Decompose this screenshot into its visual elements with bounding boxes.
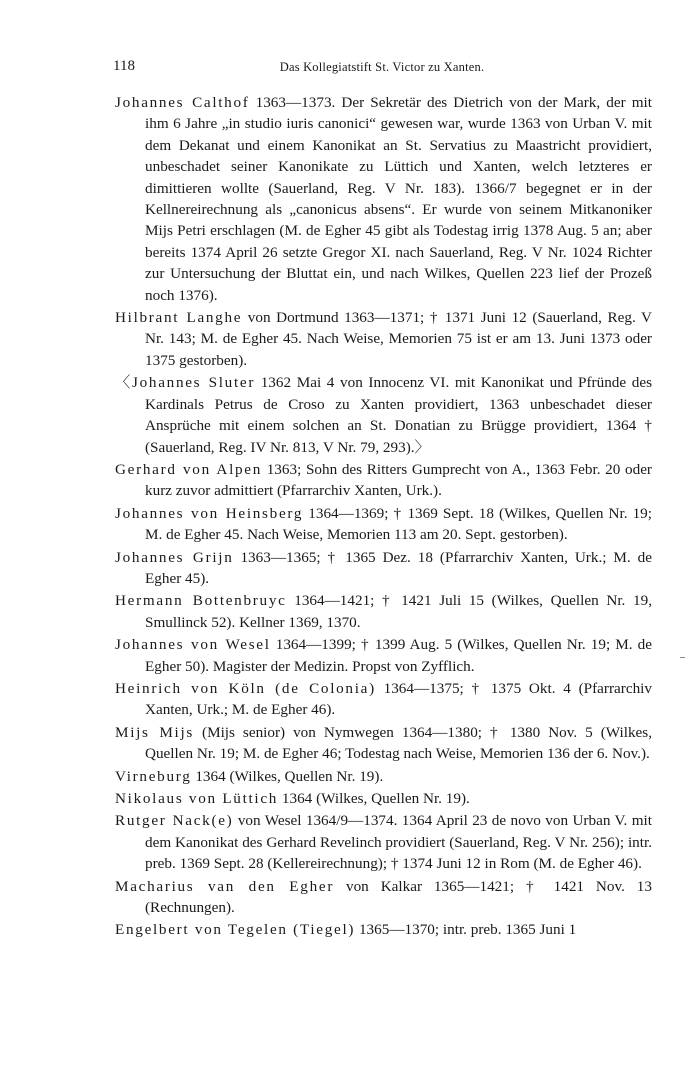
entry [115,810,652,874]
entry [115,634,652,677]
entry [115,92,652,306]
entry-text: von Dortmund 1363—1371; † 1371 Juni 12 (Sauerland, Reg. V Nr. 143; M. de Egher 45. Nach Weise, Memorien 75 ist er am 13. Juni 1373 oder 1375 gestorben). [145,309,652,369]
entry-text: von Kalkar 1365—1421; † 1421 Nov. 13 (Rechnungen). [145,877,652,917]
entry-list [115,92,652,942]
entry-name: Nikolaus von Lüttich [115,790,279,807]
entry-text: 1363—1373. Der Sekretär des Dietrich von der Mark, der mit ihm 6 Jahre „in studio iuris canonici“ gewesen war, wurde 1363 von Urban V. mit dem Dekanat und einem Kanonikat an St. Servatius zu Maastricht providiert, unbeschadet seiner Kanonikate zu Lüttich und Xanten, welch letzteres er dimittieren wollte (Sauerland, Reg. V Nr. 183). 1366/7 begegnet er in der Kellnereirechnung als „canonicus absens“. Er wurde von seinem Mitkanoniker Mijs Petri erschlagen (M. de Egher 45 gibt als Todestag irrig 1378 Aug. 5 an; aber bereits 1374 April 26 setzte Gregor XI. nach Sauerland, Reg. V Nr. 1024 Richter zur Untersuchung der Bluttat ein, und nach Wilkes, Quellen 223 lief der Prozeß noch 1376). [145,94,652,304]
entry-text: 1364—1375; † 1375 Okt. 4 (Pfarrarchiv Xanten, Urk.; M. de Egher 46). [145,679,652,719]
entry-name: Gerhard von Alpen [115,460,263,478]
page-header [113,58,651,80]
entry-text: von Wesel 1364/9—1374. 1364 April 23 de novo von Urban V. mit dem Kanonikat des Gerhard Revelinch providiert (Sauerland, Reg. V Nr. 256); intr. preb. 1369 Sept. 28 (Kellereirechnung); † 1374 Juni 12 in Rom (M. de Egher 46). [145,812,652,873]
entry-text: (Mijs senior) von Nymwegen 1364—1380; † 1380 Nov. 5 (Wilkes, Quellen Nr. 19; M. de Egher 46; Todestag nach Weise, Memorien 136 der 6. Nov.). [145,723,653,763]
margin-mark [680,657,685,658]
entry [115,678,652,721]
entry [115,919,652,940]
bracket-open: 〈 [115,374,133,392]
entry-name: Hilbrant Langhe [115,309,243,327]
entry-name: Engelbert von Tegelen (Tiegel) [115,921,356,939]
entry-text: 1363—1365; † 1365 Dez. 18 (Pfarrarchiv Xanten, Urk.; M. de Egher 45). [145,548,652,587]
entry [115,788,652,809]
entry-text: 1364—1421; † 1421 Juli 15 (Wilkes, Quellen Nr. 19, Smullinck 52). Kellner 1369, 1370. [145,592,652,631]
entry [115,307,652,371]
entry [115,503,652,546]
entry-name: Johannes Calthof [115,94,250,111]
entry-name: Heinrich von Köln (de Colonia) [115,679,376,697]
entry-text: 1364—1369; † 1369 Sept. 18 (Wilkes, Quellen Nr. 19; M. de Egher 45. Nach Weise, Memorien 113 am 20. Sept. gestorben). [145,504,652,544]
running-title: Das Kollegiatstift St. Victor zu Xanten. [279,60,485,74]
entry [115,722,652,765]
entry [115,766,652,787]
entry-text: 1364—1399; † 1399 Aug. 5 (Wilkes, Quellen Nr. 19; M. de Egher 50). Magister der Medizin. Propst von Zyfflich. [145,636,652,675]
entry-name: Johannes von Heinsberg [115,504,304,522]
entry-name: Hermann Bottenbruyc [115,592,287,610]
entry [115,547,652,590]
entry-text: 1365—1370; intr. preb. 1365 Juni 1 [355,921,577,939]
entry [115,876,652,919]
entry-name: Virneburg [115,767,192,785]
entry [115,372,652,458]
entry-name: Rutger Nack(e) [115,812,234,830]
entry [115,459,652,502]
entry-name: Mijs Mijs [115,723,195,741]
entry-text: 1362 Mai 4 von Innocenz VI. mit Kanonikat und Pfründe des Kardinals Petrus de Croso zu Xanten providiert, 1363 unbeschadet dieser Ansprüche mit einem solchen an St. Donatian zu Brügge providiert, 1364 † (Sauerland, Reg. IV Nr. 813, V Nr. 79, 293).〉 [145,374,652,456]
entry-text: 1364 (Wilkes, Quellen Nr. 19). [191,767,384,785]
page-number: 118 [113,58,135,74]
entry-name: Johannes Grijn [115,548,234,566]
entry-text: 1364 (Wilkes, Quellen Nr. 19). [278,790,470,807]
entry [115,590,652,633]
entry-name: Johannes von Wesel [115,636,271,654]
entry-name: Johannes Sluter [132,374,256,392]
entry-text: 1363; Sohn des Ritters Gumprecht von A., 1363 Febr. 20 oder kurz zuvor admittiert (Pfarrarchiv Xanten, Urk.). [145,460,652,500]
entry-name: Macharius van den Egher [115,877,335,895]
